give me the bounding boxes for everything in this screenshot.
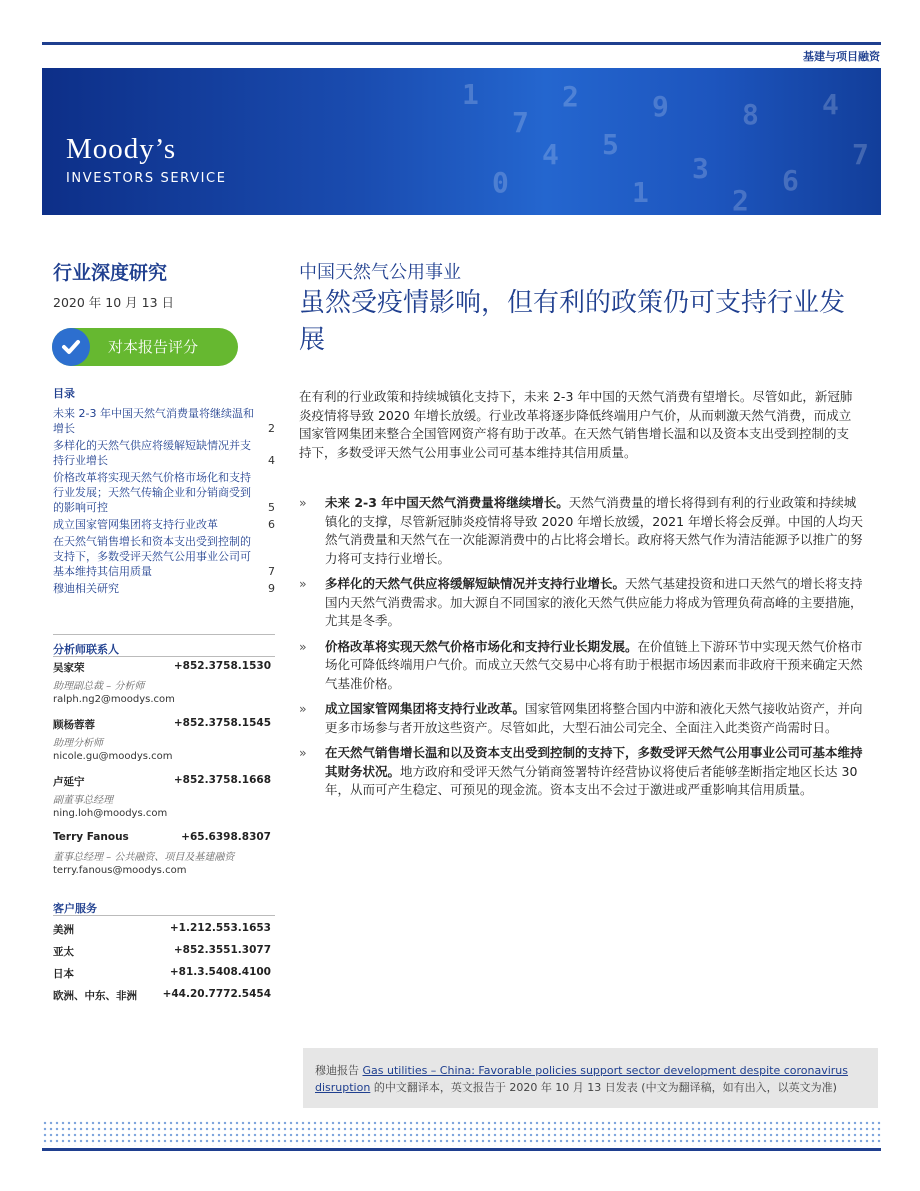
- bullet-marker: »: [299, 745, 307, 760]
- bottom-rule: [42, 1148, 881, 1151]
- sector-heading: 中国天然气公用事业: [299, 262, 461, 283]
- analyst-entry: [53, 660, 271, 717]
- client-service-row: 欧洲、中东、非洲 +44.20.7772.5454: [53, 988, 271, 1002]
- bullet-marker: »: [299, 495, 307, 510]
- table-of-contents: [53, 406, 275, 598]
- analyst-email[interactable]: terry.fanous@moodys.com: [53, 865, 187, 876]
- bullet-marker: »: [299, 701, 307, 716]
- analyst-name: 卢延宁: [53, 776, 85, 788]
- analyst-phone: +852.3758.1530: [173, 660, 271, 672]
- divider: [53, 634, 275, 635]
- bullet-marker: »: [299, 638, 307, 654]
- intro-paragraph: 在有利的行业政策和持续城镇化支持下，未来 2-3 年中国的天然气消费有望增长。尽管如此，新冠肺炎疫情将导致 2020 年增长放缓。行业改革将逐步降低终端用户气价，从而刺激天然气消费，而成立国家管网集团来整合全国管网资产将有助于改革。在天然气销售增长温和以及资本支出受到控制的支持下，多数受评天然气公用事业公司可基本维持其信用质量。: [299, 389, 853, 460]
- dot-pattern: [42, 1120, 881, 1146]
- section-label: 基建与项目融资: [803, 50, 880, 63]
- analyst-email[interactable]: nicole.gu@moodys.com: [53, 751, 173, 762]
- top-rule: [42, 42, 881, 45]
- analyst-name: 吴家荣: [53, 662, 85, 674]
- analyst-email[interactable]: ralph.ng2@moodys.com: [53, 694, 175, 705]
- analyst-role: 助理分析师: [53, 738, 103, 749]
- toc-item[interactable]: 多样化的天然气供应将缓解短缺情况并支持行业增长 4: [53, 439, 275, 467]
- toc-item[interactable]: 未来 2-3 年中国天然气消费量将继续温和增长 2: [53, 407, 275, 435]
- client-service-row: 日本 +81.3.5408.4100: [53, 966, 271, 980]
- toc-item[interactable]: 价格改革将实现天然气价格市场化和支持行业发展；天然气传输企业和分销商受到的影响可控 5: [53, 471, 275, 514]
- toc-item[interactable]: 成立国家管网集团将支持行业改革 6: [53, 518, 275, 531]
- client-service-row: 亚太 +852.3551.3077: [53, 944, 271, 958]
- client-service-heading: 客户服务: [53, 902, 97, 915]
- logo-wordmark: Moody’s: [66, 133, 177, 165]
- rate-report-button[interactable]: [52, 328, 238, 366]
- analyst-role: 董事总经理 – 公共融资、项目及基建融资: [53, 852, 235, 863]
- key-point: » 价格改革将实现天然气价格市场化和支持行业长期发展。在价值链上下游环节中实现天然气价格市场化可降低终端用户气价。而成立天然气交易中心将有助于根据市场因素而非政府干预来确定天然气基准价格。: [299, 638, 863, 691]
- divider: [53, 915, 275, 916]
- moodys-logo: [66, 133, 227, 186]
- analyst-entry: [53, 831, 271, 888]
- key-point: » 多样化的天然气供应将缓解短缺情况并支持行业增长。天然气基建投资和进口天然气的增长将支持国内天然气消费需求。加大源自不同国家的液化天然气供应能力将成为管理负荷高峰的主要措施，尤其是冬季。: [299, 576, 863, 628]
- report-title: 虽然受疫情影响，但有利的政策仍可支持行业发展: [299, 288, 846, 355]
- analyst-entry: [53, 774, 271, 831]
- checkmark-icon: [52, 328, 90, 366]
- client-service-list: [53, 922, 271, 1010]
- rate-report-label: 对本报告评分: [108, 338, 199, 356]
- analyst-phone: +852.3758.1545: [173, 717, 271, 729]
- analyst-contacts: [53, 660, 271, 888]
- toc-heading: 目录: [53, 387, 75, 400]
- analyst-name: Terry Fanous: [53, 831, 129, 843]
- key-point: » 成立国家管网集团将支持行业改革。国家管网集团将整合国内中游和液化天然气接收站资产，并向更多市场参与者开放这些资产。尽管如此，大型石油公司完全、全面注入此类资产尚需时日。: [299, 701, 863, 735]
- header-banner: 1 7 2 5 9 3 8 6 4 0 4 1 2 7: [42, 68, 881, 215]
- analyst-role: 助理副总裁 – 分析师: [53, 681, 145, 692]
- analyst-phone: +852.3758.1668: [173, 774, 271, 786]
- analyst-name: 顾杨蓉蓉: [53, 719, 95, 731]
- toc-item[interactable]: 在天然气销售增长和资本支出受到控制的支持下，多数受评天然气公用事业公司可基本维持其信用质量 7: [53, 535, 275, 578]
- divider: [53, 656, 275, 657]
- analyst-entry: [53, 717, 271, 774]
- client-service-row: 美洲 +1.212.553.1653: [53, 922, 271, 936]
- translation-note: 穆迪报告 Gas utilities – China: Favorable policies support sector development despite coronavirus disruption 的中文翻译本，英文报告于 2020 年 10 月 13 日发表 (中文为翻译稿，如有出入，以英文为准): [303, 1048, 878, 1108]
- analysts-heading: 分析师联系人: [53, 643, 119, 656]
- key-point: » 在天然气销售增长温和以及资本支出受到控制的支持下，多数受评天然气公用事业公司可基本维持其财务状况。地方政府和受评天然气分销商签署特许经营协议将使后者能够垄断指定地区长达 30 年，从而可产生稳定、可预见的现金流。资本支出不会过于激进或严重影响其信用质量。: [299, 745, 863, 797]
- logo-subline: INVESTORS SERVICE: [66, 171, 227, 186]
- report-type: 行业深度研究: [53, 262, 168, 284]
- english-report-link[interactable]: Gas utilities – China: Favorable policies support sector development despite coronavirus disruption: [315, 1064, 849, 1094]
- analyst-email[interactable]: ning.loh@moodys.com: [53, 808, 168, 819]
- bullet-marker: »: [299, 576, 307, 591]
- key-point: » 未来 2-3 年中国天然气消费量将继续增长。天然气消费量的增长将得到有利的行业政策和持续城镇化的支撑，尽管新冠肺炎疫情将导致 2020 年增长放缓，2021 年增长将会反弹。中国的人均天然气消费量和天然气在一次能源消费中的占比将会增长。政府将天然气作为清洁能源予以推广的努力将可支持行业增长。: [299, 495, 864, 566]
- analyst-phone: +65.6398.8307: [181, 831, 271, 843]
- report-date: 2020 年 10 月 13 日: [53, 295, 174, 310]
- key-points: [299, 494, 867, 807]
- analyst-role: 副董事总经理: [53, 795, 113, 806]
- toc-item[interactable]: 穆迪相关研究 9: [53, 582, 275, 595]
